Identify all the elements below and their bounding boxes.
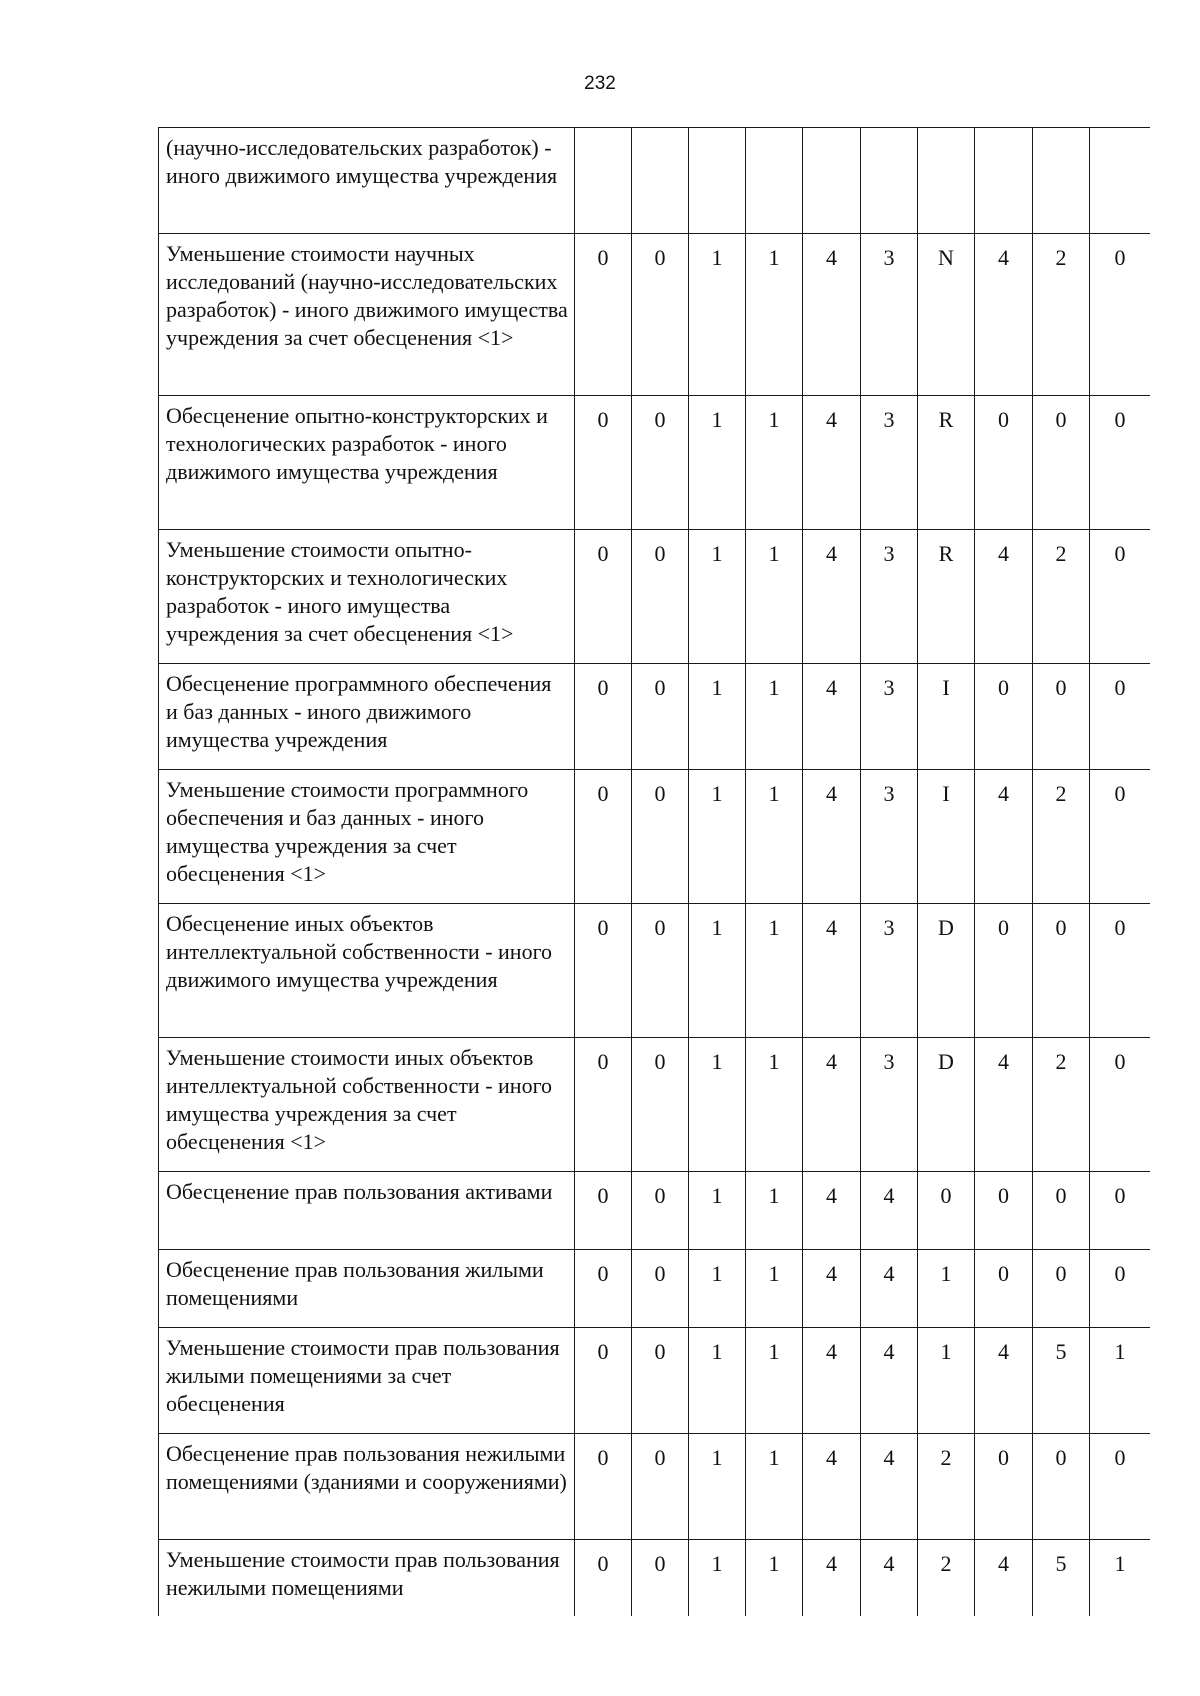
table-row [159,1250,1151,1328]
code-digit-3 [689,128,746,234]
code-digit-4 [746,128,803,234]
row-description: Уменьшение стоимости прав пользования жилыми помещениями за счет обесценения [159,1328,575,1434]
code-digit-3: 1 [689,530,746,664]
code-digit-8: 0 [975,1434,1033,1540]
code-digit-9: 0 [1033,1250,1090,1328]
code-digit-10: 0 [1090,530,1151,664]
code-digit-4: 1 [746,1172,803,1250]
table-row [159,1540,1151,1617]
code-digit-8: 4 [975,530,1033,664]
table-row [159,530,1151,664]
code-digit-1: 0 [575,396,632,530]
code-digit-9: 2 [1033,530,1090,664]
row-description: Обесценение прав пользования жилыми помещениями [159,1250,575,1328]
code-digit-8: 4 [975,1328,1033,1434]
code-digit-8 [975,128,1033,234]
code-digit-7: R [918,396,975,530]
code-digit-9: 0 [1033,1434,1090,1540]
code-digit-9: 2 [1033,234,1090,396]
code-digit-7: 1 [918,1328,975,1434]
table-row [159,1172,1151,1250]
code-digit-6: 3 [861,1038,918,1172]
code-digit-10: 0 [1090,234,1151,396]
code-digit-5: 4 [803,1328,861,1434]
code-digit-9 [1033,128,1090,234]
code-digit-8: 4 [975,770,1033,904]
code-digit-7: I [918,770,975,904]
row-description: Обесценение опытно-конструкторских и технологических разработок - иного движимого имущества учреждения [159,396,575,530]
code-digit-10: 1 [1090,1540,1151,1617]
code-digit-2 [632,128,689,234]
code-digit-4: 1 [746,530,803,664]
code-digit-4: 1 [746,904,803,1038]
row-description: Обесценение иных объектов интеллектуальной собственности - иного движимого имущества учреждения [159,904,575,1038]
code-digit-5: 4 [803,396,861,530]
row-description: Уменьшение стоимости научных исследований (научно-исследовательских разработок) - иного движимого имущества учреждения за счет обесценения <1> [159,234,575,396]
code-digit-4: 1 [746,770,803,904]
code-digit-7: I [918,664,975,770]
code-digit-10: 0 [1090,664,1151,770]
row-description: Обесценение прав пользования нежилыми помещениями (зданиями и сооружениями) [159,1434,575,1540]
code-digit-8: 4 [975,1038,1033,1172]
code-digit-6: 4 [861,1250,918,1328]
code-digit-2: 0 [632,1172,689,1250]
code-digit-2: 0 [632,770,689,904]
code-digit-8: 0 [975,1172,1033,1250]
code-digit-4: 1 [746,1038,803,1172]
code-digit-3: 1 [689,904,746,1038]
code-digit-3: 1 [689,1434,746,1540]
code-digit-10: 1 [1090,1328,1151,1434]
code-digit-3: 1 [689,1328,746,1434]
code-digit-8: 4 [975,234,1033,396]
table-row [159,396,1151,530]
code-digit-5: 4 [803,770,861,904]
code-digit-10: 0 [1090,904,1151,1038]
code-digit-9: 0 [1033,396,1090,530]
code-digit-6: 4 [861,1328,918,1434]
code-digit-2: 0 [632,1038,689,1172]
code-digit-9: 5 [1033,1540,1090,1617]
code-digit-3: 1 [689,1540,746,1617]
code-digit-3: 1 [689,664,746,770]
code-digit-7: R [918,530,975,664]
row-description: Уменьшение стоимости программного обеспечения и баз данных - иного имущества учреждения за счет обесценения <1> [159,770,575,904]
code-digit-1: 0 [575,1328,632,1434]
code-digit-1: 0 [575,530,632,664]
code-digit-7: 2 [918,1540,975,1617]
code-digit-3: 1 [689,1250,746,1328]
code-digit-5: 4 [803,1540,861,1617]
code-digit-8: 4 [975,1540,1033,1617]
code-digit-10: 0 [1090,1038,1151,1172]
code-digit-5 [803,128,861,234]
code-digit-6: 4 [861,1540,918,1617]
code-digit-4: 1 [746,1540,803,1617]
table-row [159,770,1151,904]
table-row [159,664,1151,770]
code-digit-7: 0 [918,1172,975,1250]
code-digit-1: 0 [575,1434,632,1540]
table-body [159,128,1151,1617]
code-digit-3: 1 [689,234,746,396]
code-digit-7: N [918,234,975,396]
code-digit-7: D [918,1038,975,1172]
code-digit-9: 0 [1033,664,1090,770]
code-digit-1: 0 [575,1540,632,1617]
table-row [159,1038,1151,1172]
code-digit-6 [861,128,918,234]
code-digit-3: 1 [689,1038,746,1172]
account-codes-table [158,127,1150,1616]
code-digit-1: 0 [575,1172,632,1250]
code-digit-7: D [918,904,975,1038]
code-digit-4: 1 [746,1328,803,1434]
row-description: (научно-исследовательских разработок) - иного движимого имущества учреждения [159,128,575,234]
code-digit-2: 0 [632,1434,689,1540]
row-description: Обесценение прав пользования активами [159,1172,575,1250]
row-description: Уменьшение стоимости прав пользования нежилыми помещениями [159,1540,575,1617]
code-digit-8: 0 [975,664,1033,770]
code-digit-5: 4 [803,904,861,1038]
code-digit-8: 0 [975,1250,1033,1328]
code-digit-6: 3 [861,234,918,396]
code-digit-3: 1 [689,1172,746,1250]
code-digit-4: 1 [746,1250,803,1328]
code-digit-9: 0 [1033,1172,1090,1250]
code-digit-2: 0 [632,396,689,530]
account-codes-table-container [158,127,1150,1616]
code-digit-6: 3 [861,770,918,904]
code-digit-2: 0 [632,904,689,1038]
code-digit-5: 4 [803,664,861,770]
code-digit-2: 0 [632,1328,689,1434]
code-digit-9: 5 [1033,1328,1090,1434]
code-digit-6: 3 [861,664,918,770]
code-digit-10: 0 [1090,770,1151,904]
code-digit-1: 0 [575,904,632,1038]
row-description: Уменьшение стоимости иных объектов интеллектуальной собственности - иного имущества учреждения за счет обесценения <1> [159,1038,575,1172]
table-row [159,1434,1151,1540]
code-digit-2: 0 [632,664,689,770]
code-digit-8: 0 [975,396,1033,530]
code-digit-2: 0 [632,234,689,396]
code-digit-6: 4 [861,1434,918,1540]
code-digit-10: 0 [1090,396,1151,530]
code-digit-7: 1 [918,1250,975,1328]
table-row [159,234,1151,396]
code-digit-4: 1 [746,396,803,530]
page-number: 232 [584,73,616,94]
code-digit-7 [918,128,975,234]
table-row [159,1328,1151,1434]
code-digit-1: 0 [575,770,632,904]
code-digit-5: 4 [803,1434,861,1540]
table-row [159,128,1151,234]
code-digit-8: 0 [975,904,1033,1038]
code-digit-4: 1 [746,234,803,396]
code-digit-3: 1 [689,396,746,530]
code-digit-3: 1 [689,770,746,904]
code-digit-6: 3 [861,530,918,664]
code-digit-7: 2 [918,1434,975,1540]
code-digit-9: 2 [1033,1038,1090,1172]
code-digit-1: 0 [575,664,632,770]
code-digit-1: 0 [575,1038,632,1172]
code-digit-10: 0 [1090,1172,1151,1250]
code-digit-6: 4 [861,1172,918,1250]
code-digit-10 [1090,128,1151,234]
code-digit-5: 4 [803,1250,861,1328]
code-digit-9: 0 [1033,904,1090,1038]
code-digit-5: 4 [803,530,861,664]
row-description: Уменьшение стоимости опытно-конструкторских и технологических разработок - иного имущества учреждения за счет обесценения <1> [159,530,575,664]
code-digit-10: 0 [1090,1250,1151,1328]
code-digit-2: 0 [632,1250,689,1328]
code-digit-5: 4 [803,1038,861,1172]
code-digit-6: 3 [861,904,918,1038]
code-digit-1: 0 [575,1250,632,1328]
table-row [159,904,1151,1038]
code-digit-9: 2 [1033,770,1090,904]
code-digit-10: 0 [1090,1434,1151,1540]
code-digit-4: 1 [746,1434,803,1540]
code-digit-1: 0 [575,234,632,396]
code-digit-1 [575,128,632,234]
code-digit-2: 0 [632,530,689,664]
code-digit-2: 0 [632,1540,689,1617]
code-digit-6: 3 [861,396,918,530]
code-digit-5: 4 [803,1172,861,1250]
code-digit-4: 1 [746,664,803,770]
code-digit-5: 4 [803,234,861,396]
row-description: Обесценение программного обеспечения и баз данных - иного движимого имущества учреждения [159,664,575,770]
